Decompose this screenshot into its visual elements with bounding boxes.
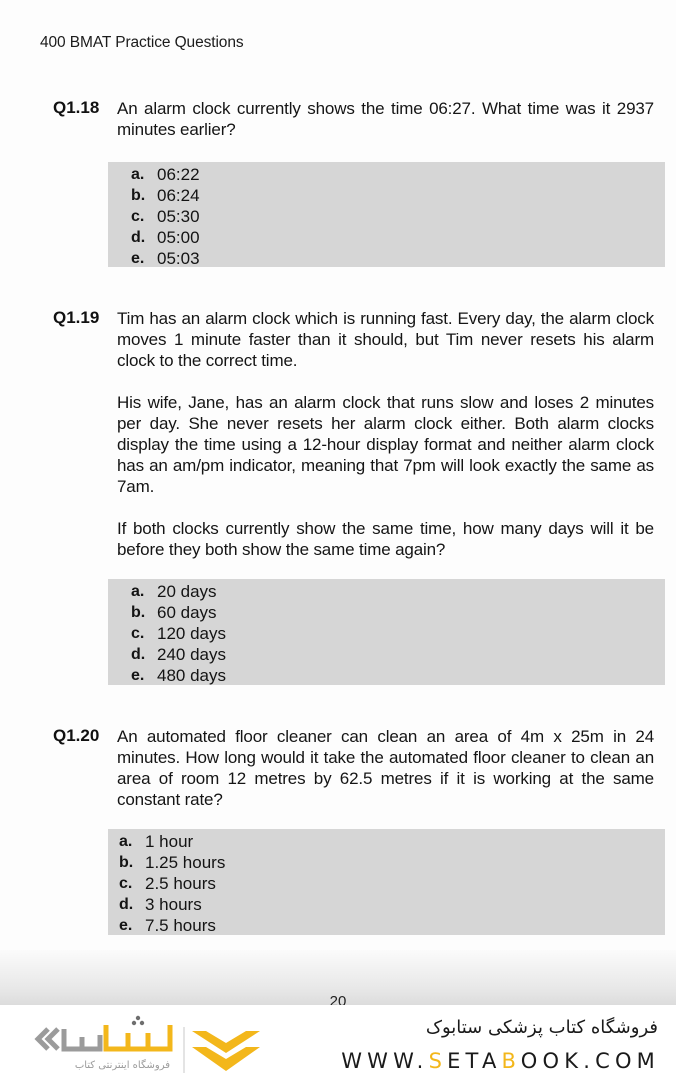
option-letter: b. bbox=[119, 853, 134, 871]
option-letter: a. bbox=[119, 832, 133, 850]
option-letter: d. bbox=[119, 895, 134, 913]
question-paragraph: An alarm clock currently shows the time 06:27. What time was it 2937 minutes earlier? bbox=[117, 99, 654, 139]
answer-options bbox=[108, 829, 665, 935]
svg-text:فروشگاه اینترنتی کتاب: فروشگاه اینترنتی کتاب bbox=[74, 1060, 170, 1071]
question-number: Q1.20 bbox=[53, 726, 100, 745]
option-text: 480 days bbox=[157, 665, 226, 685]
page-number: 20 bbox=[329, 993, 347, 1005]
setabook-logo[interactable] bbox=[30, 1015, 265, 1075]
option-letter: e. bbox=[131, 666, 145, 684]
answer-option-e[interactable] bbox=[108, 665, 665, 686]
url-part: OOK.COM bbox=[520, 1049, 660, 1073]
answer-option-e[interactable] bbox=[108, 248, 665, 269]
option-letter: c. bbox=[131, 624, 145, 642]
question-paragraph: An automated floor cleaner can clean an area of 4m x 25m in 24 minutes. How long would it take the automated floor cleaner to clean an area of room 12 metres by 62.5 metres if it is working at the same constant rate? bbox=[117, 727, 654, 809]
option-letter: c. bbox=[131, 207, 145, 225]
question-text bbox=[117, 98, 654, 140]
option-text: 20 days bbox=[157, 581, 217, 601]
answer-options bbox=[108, 579, 665, 685]
url-part: WWW. bbox=[341, 1049, 429, 1073]
answer-options bbox=[108, 162, 665, 267]
question-paragraph: His wife, Jane, has an alarm clock that runs slow and loses 2 minutes per day. She never resets her alarm clock either. Both alarm clocks display the time using a 12-hour display format and neither alarm clock has an am/pm indicator, meaning that 7pm will look exactly the same as 7am. bbox=[117, 393, 654, 496]
option-text: 7.5 hours bbox=[145, 915, 216, 935]
option-letter: a. bbox=[131, 582, 145, 600]
answer-option-c[interactable] bbox=[108, 873, 665, 894]
option-letter: d. bbox=[131, 228, 146, 246]
answer-option-c[interactable] bbox=[108, 623, 665, 644]
answer-option-d[interactable] bbox=[108, 227, 665, 248]
url-part: ETA bbox=[447, 1049, 502, 1073]
option-text: 05:30 bbox=[157, 206, 200, 226]
question-text bbox=[117, 308, 654, 560]
option-text: 3 hours bbox=[145, 894, 202, 914]
option-text: 1 hour bbox=[145, 831, 194, 851]
option-letter: e. bbox=[119, 916, 133, 934]
setabook-logo-icon bbox=[30, 1015, 265, 1075]
question-number: Q1.18 bbox=[53, 98, 100, 117]
url-accent: S bbox=[428, 1049, 448, 1073]
option-text: 05:03 bbox=[157, 248, 200, 268]
option-letter: b. bbox=[131, 186, 146, 204]
answer-option-b[interactable] bbox=[108, 602, 665, 623]
answer-option-c[interactable] bbox=[108, 206, 665, 227]
store-url[interactable] bbox=[341, 1049, 660, 1073]
answer-option-b[interactable] bbox=[108, 852, 665, 873]
option-text: 120 days bbox=[157, 623, 226, 643]
option-text: 06:22 bbox=[157, 164, 200, 184]
answer-option-e[interactable] bbox=[108, 915, 665, 936]
answer-option-a[interactable] bbox=[108, 581, 665, 602]
footer-banner bbox=[0, 1005, 676, 1080]
option-letter: d. bbox=[131, 645, 146, 663]
url-accent: B bbox=[501, 1049, 521, 1073]
question-paragraph: If both clocks currently show the same time, how many days will it be before they both show the same time again? bbox=[117, 519, 654, 559]
question-text bbox=[117, 726, 654, 810]
option-letter: b. bbox=[131, 603, 146, 621]
answer-option-a[interactable] bbox=[108, 164, 665, 185]
option-letter: a. bbox=[131, 165, 145, 183]
answer-option-b[interactable] bbox=[108, 185, 665, 206]
option-text: 1.25 hours bbox=[145, 852, 226, 872]
option-text: 06:24 bbox=[157, 185, 200, 205]
running-header: 400 BMAT Practice Questions bbox=[40, 34, 244, 51]
option-letter: c. bbox=[119, 874, 133, 892]
answer-option-d[interactable] bbox=[108, 894, 665, 915]
answer-option-a[interactable] bbox=[108, 831, 665, 852]
answer-option-d[interactable] bbox=[108, 644, 665, 665]
option-text: 240 days bbox=[157, 644, 226, 664]
question-paragraph: Tim has an alarm clock which is running fast. Every day, the alarm clock moves 1 minute faster than it should, but Tim never resets his alarm clock to the correct time. bbox=[117, 309, 654, 370]
option-text: 2.5 hours bbox=[145, 873, 216, 893]
option-text: 05:00 bbox=[157, 227, 200, 247]
option-letter: e. bbox=[131, 249, 145, 267]
question-number: Q1.19 bbox=[53, 308, 100, 327]
option-text: 60 days bbox=[157, 602, 217, 622]
store-name: فروشگاه کتاب پزشکی ستابوک bbox=[425, 1017, 658, 1038]
